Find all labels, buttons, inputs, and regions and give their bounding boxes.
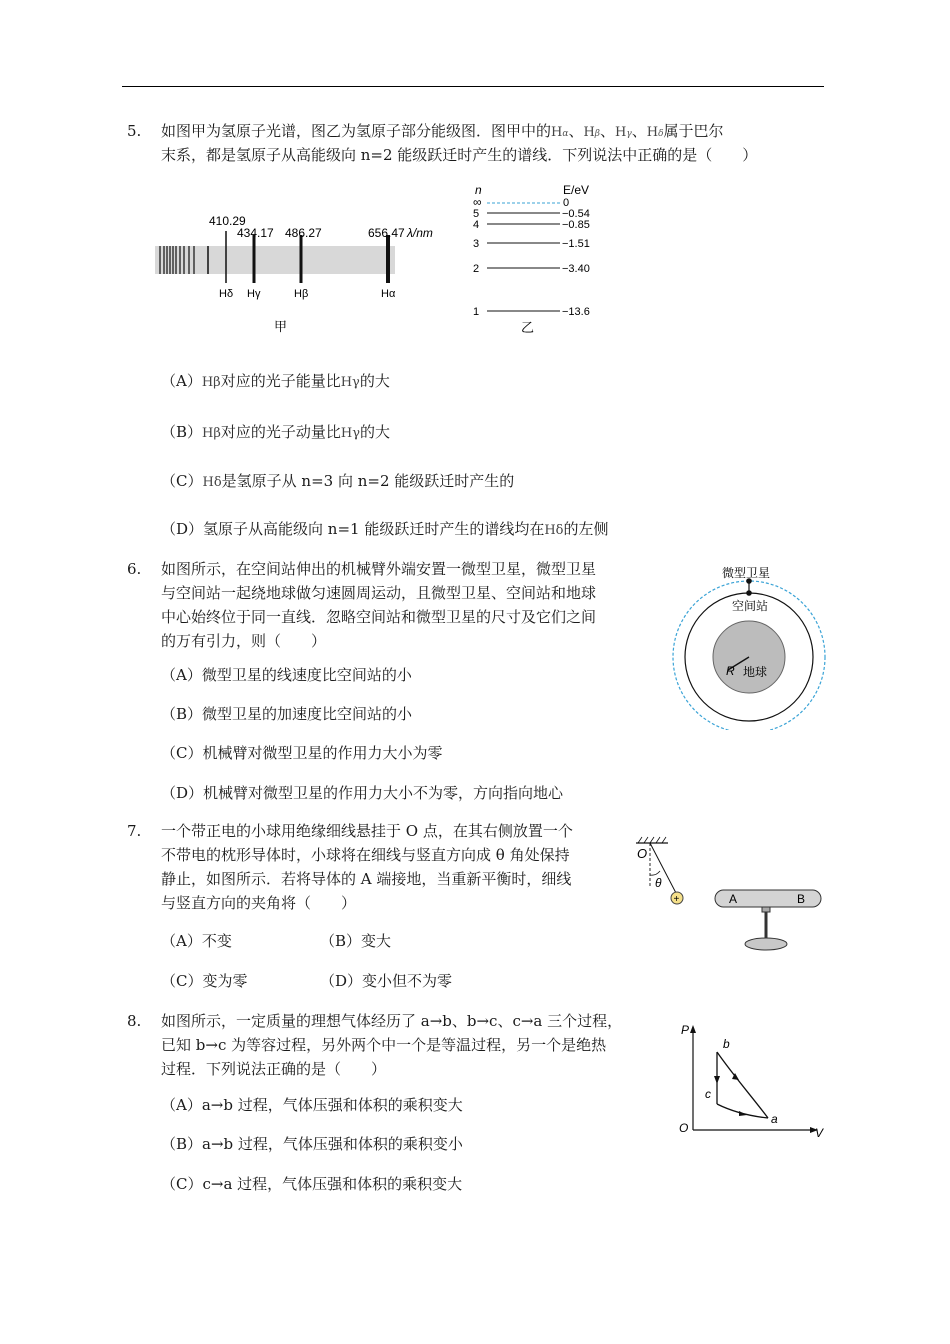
- p-axis-label: P: [681, 1023, 690, 1037]
- v-axis-label: V: [815, 1126, 824, 1140]
- q5-stem-line2: 末系，都是氢原子从高能级向 n=2 能级跃迁时产生的谱线．下列说法中正确的是（ ）: [161, 146, 758, 164]
- e-4: −0.85: [562, 219, 590, 231]
- point-b-label: b: [723, 1037, 730, 1051]
- e-1: −13.6: [562, 306, 590, 318]
- pendulum-conductor-figure: [632, 835, 832, 960]
- q6-stem-line4: 的万有引力，则（ ）: [161, 632, 327, 650]
- q7-option-b: （B）变大: [320, 932, 392, 950]
- station-dot: [746, 590, 752, 596]
- q6-option-d: （D）机械臂对微型卫星的作用力大小不为零，方向指向地心: [161, 784, 564, 802]
- q5-stem-line1: 如图甲为氢原子光谱，图乙为氢原子部分能级图．图甲中的Hα、Hβ、Hγ、Hδ属于巴尔: [161, 122, 724, 140]
- radius-label: R: [726, 664, 735, 678]
- label-h-alpha: Hα: [381, 288, 396, 300]
- q6-stem-line2: 与空间站一起绕地球做匀速圆周运动，且微型卫星、空间站和地球: [161, 584, 597, 602]
- q7-stem-line2: 不带电的枕形导体时，小球将在细线与竖直方向成 θ 角处保持: [161, 846, 570, 864]
- origin-label: O: [679, 1121, 689, 1135]
- satellite-label: 微型卫星: [722, 566, 771, 580]
- angle-arc: [650, 871, 660, 875]
- p-axis-arrow: [690, 1025, 696, 1033]
- e-2: −3.40: [562, 263, 590, 275]
- n-inf: ∞: [473, 195, 482, 209]
- q6-option-c: （C）机械臂对微型卫星的作用力大小为零: [161, 744, 443, 762]
- q7-option-c: （C）变为零: [161, 972, 248, 990]
- charge-sign: +: [673, 894, 680, 905]
- n-5: 5: [473, 208, 480, 220]
- q7-option-d: （D）变小但不为零: [320, 972, 453, 990]
- n-4: 4: [473, 219, 480, 231]
- point-o-label: O: [637, 846, 648, 861]
- wavelength-unit: λ/nm: [407, 226, 433, 240]
- conductor-clamp: [762, 907, 770, 912]
- ceiling-hatch: [638, 837, 666, 843]
- h-alpha-symbol: Hα: [551, 125, 569, 140]
- q8-option-a: （A）a→b 过程，气体压强和体积的乘积变大: [161, 1096, 463, 1114]
- earth-label: 地球: [743, 665, 768, 679]
- header-rule: [122, 86, 824, 87]
- end-a-label: A: [729, 892, 738, 906]
- string-line: [650, 843, 676, 893]
- pv-diagram: [675, 1020, 830, 1140]
- q5-b-sym1: Hβ: [202, 426, 221, 441]
- q5-d-label: （D）: [161, 520, 204, 538]
- e-3: −1.51: [562, 238, 590, 250]
- arrow-c-to-a: [739, 1111, 747, 1116]
- label-h-delta: Hδ: [219, 288, 234, 300]
- q5-c-label: （C）: [161, 472, 203, 490]
- q7-option-a: （A）不变: [161, 932, 232, 950]
- point-c-label: c: [705, 1087, 711, 1101]
- e-5: −0.54: [562, 208, 590, 220]
- n-header: n: [475, 183, 482, 197]
- wavelength-486: 486.27: [285, 226, 322, 240]
- h-delta-symbol: Hδ: [646, 125, 664, 140]
- wavelength-656: 656.47: [368, 226, 405, 240]
- q5-line1-pre: 如图甲为氢原子光谱，图乙为氢原子部分能级图．图甲中的: [161, 122, 552, 140]
- spectrum-band: [155, 246, 395, 274]
- q8-option-b: （B）a→b 过程，气体压强和体积的乘积变小: [161, 1135, 463, 1153]
- q5-b-mid: 对应的光子动量比: [220, 423, 341, 441]
- wavelength-434: 434.17: [237, 226, 274, 240]
- q8-stem-line1: 如图所示，一定质量的理想气体经历了 a→b、b→c、c→a 三个过程，: [161, 1012, 623, 1030]
- q7-stem-line4: 与竖直方向的夹角将（ ）: [161, 894, 357, 912]
- q6-stem-line1: 如图所示，在空间站伸出的机械臂外端安置一微型卫星，微型卫星: [161, 560, 597, 578]
- n-2: 2: [473, 263, 480, 275]
- station-label: 空间站: [732, 599, 769, 613]
- wavelength-410: 410.29: [209, 214, 246, 228]
- q8-stem-line2: 已知 b→c 为等容过程，另外两个中一个是等温过程，另一个是绝热: [161, 1036, 607, 1054]
- q6-number: 6.: [127, 560, 142, 578]
- q5-a-mid: 对应的光子能量比: [220, 372, 341, 390]
- h-gamma-symbol: Hγ: [615, 125, 632, 140]
- n-3: 3: [473, 238, 480, 250]
- point-a-label: a: [771, 1112, 778, 1126]
- q5-a-end: 的大: [359, 372, 390, 390]
- q8-number: 8.: [127, 1012, 142, 1030]
- hydrogen-spectrum-figure: [150, 205, 450, 335]
- q8-option-c: （C）c→a 过程，气体压强和体积的乘积变大: [161, 1175, 463, 1193]
- q5-d-end: 的左侧: [563, 520, 609, 538]
- end-b-label: B: [797, 892, 806, 906]
- q5-option-d: [161, 518, 609, 539]
- q5-b-end: 的大: [360, 423, 391, 441]
- q6-stem-line3: 中心始终位于同一直线．忽略空间站和微型卫星的尺寸及它们之间: [161, 608, 597, 626]
- q5-number: 5.: [127, 122, 142, 140]
- stand-base: [745, 938, 787, 950]
- q5-option-c: [161, 470, 514, 491]
- q5-b-sym2: Hγ: [340, 426, 361, 441]
- process-c-to-a: [717, 1104, 768, 1118]
- q5-c-sym: Hδ: [202, 475, 222, 490]
- q7-stem-line1: 一个带正电的小球用绝缘细线悬挂于 O 点，在其右侧放置一个: [161, 822, 573, 840]
- q5-d-sym: Hδ: [544, 523, 564, 538]
- q5-a-sym1: Hβ: [201, 375, 221, 390]
- q7-number: 7.: [127, 822, 142, 840]
- q5-c-text: 是氢原子从 n=3 向 n=2 能级跃迁时产生的: [221, 472, 515, 490]
- q5-a-label: （A）: [161, 372, 202, 390]
- n-1: 1: [473, 306, 480, 318]
- levels-caption: 乙: [521, 320, 535, 335]
- q5-d-text: 氢原子从高能级向 n=1 能级跃迁时产生的谱线均在: [203, 520, 545, 538]
- spectrum-caption: 甲: [274, 319, 288, 334]
- q5-option-a: [161, 370, 390, 391]
- e-header: E/eV: [563, 183, 590, 197]
- orbit-figure: [670, 560, 830, 730]
- q6-option-a: （A）微型卫星的线速度比空间站的小: [161, 666, 412, 684]
- theta-label: θ: [655, 876, 662, 890]
- h-beta-symbol: Hβ: [583, 125, 600, 140]
- energy-level-figure: [465, 180, 615, 340]
- q8-stem-line3: 过程．下列说法正确的是（ ）: [161, 1060, 387, 1078]
- label-h-gamma: Hγ: [247, 288, 261, 300]
- q7-stem-line3: 静止，如图所示．若将导体的 A 端接地，当重新平衡时，细线: [161, 870, 572, 888]
- q5-option-b: [161, 421, 390, 442]
- label-h-beta: Hβ: [294, 288, 309, 300]
- arrow-b-to-c: [714, 1076, 720, 1084]
- q5-a-sym2: Hγ: [340, 375, 360, 390]
- q6-option-b: （B）微型卫星的加速度比空间站的小: [161, 705, 413, 723]
- q5-b-label: （B）: [161, 423, 203, 441]
- q5-line1-post: 属于巴尔: [663, 122, 724, 140]
- e-inf: 0: [563, 197, 570, 209]
